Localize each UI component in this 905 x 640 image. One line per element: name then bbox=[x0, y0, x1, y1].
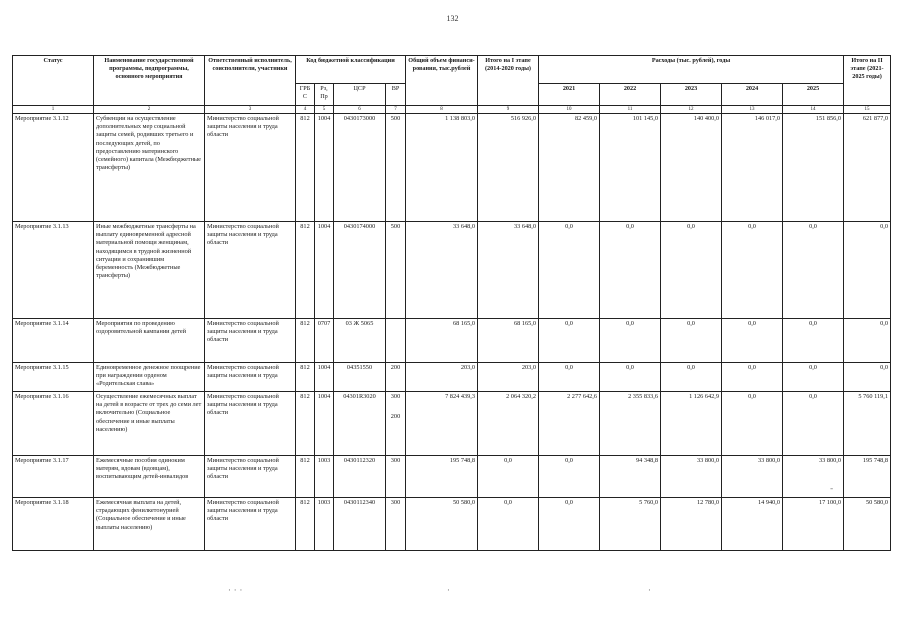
scan-artifact: - bbox=[830, 484, 834, 494]
row-vr bbox=[386, 498, 406, 551]
row-vr-value: 300 bbox=[390, 393, 401, 400]
row-stage1: 68 165,0 bbox=[478, 319, 539, 363]
column-number: 11 bbox=[600, 106, 661, 114]
column-number: 4 bbox=[296, 106, 315, 114]
header-expenses: Расходы (тыс. рублей), годы bbox=[539, 56, 844, 84]
row-rzpr: 1003 bbox=[315, 456, 334, 498]
header-year-2025: 2025 bbox=[783, 84, 844, 106]
row-stage1: 203,0 bbox=[478, 363, 539, 392]
row-2023: 0,0 bbox=[661, 363, 722, 392]
table-row bbox=[13, 456, 891, 498]
row-responsible: Министерство социальной защиты населения и труда области bbox=[205, 498, 296, 551]
column-number: 6 bbox=[334, 106, 386, 114]
table-row bbox=[13, 363, 891, 392]
budget-table bbox=[12, 55, 891, 551]
row-rzpr: 1004 bbox=[315, 222, 334, 319]
header-stage2: Итого на II этапе (2021-2025 годы) bbox=[844, 56, 891, 106]
row-2021: 0,0 bbox=[539, 498, 600, 551]
header-stage1: Итого на I этапе (2014-2020 годы) bbox=[478, 56, 539, 106]
column-number: 14 bbox=[783, 106, 844, 114]
row-vr bbox=[386, 319, 406, 363]
row-grbs: 812 bbox=[296, 363, 315, 392]
row-2021: 82 459,0 bbox=[539, 114, 600, 222]
scan-artifact: · bbox=[648, 586, 651, 596]
row-2023: 33 800,0 bbox=[661, 456, 722, 498]
row-vr-value: 300 bbox=[390, 499, 401, 506]
row-name: Ежемесячные пособия одиноким матерям, вдовам (вдовцам), воспитывающим детей-инвалидов bbox=[94, 456, 205, 498]
row-2022: 94 348,8 bbox=[600, 456, 661, 498]
header-csr: ЦСР bbox=[334, 84, 386, 106]
row-rzpr: 1004 bbox=[315, 392, 334, 456]
header-rzpr: Рз, Пр bbox=[315, 84, 334, 106]
row-2024: 14 940,0 bbox=[722, 498, 783, 551]
header-year-2023: 2023 bbox=[661, 84, 722, 106]
row-2023: 0,0 bbox=[661, 319, 722, 363]
row-responsible: Министерство социальной защиты населения и труда области bbox=[205, 392, 296, 456]
row-vr bbox=[386, 222, 406, 319]
row-rzpr: 1004 bbox=[315, 114, 334, 222]
row-2023: 140 400,0 bbox=[661, 114, 722, 222]
row-2021: 0,0 bbox=[539, 319, 600, 363]
row-2022: 0,0 bbox=[600, 363, 661, 392]
row-total: 203,0 bbox=[406, 363, 478, 392]
row-rzpr: 1003 bbox=[315, 498, 334, 551]
column-number: 8 bbox=[406, 106, 478, 114]
row-rzpr: 1004 bbox=[315, 363, 334, 392]
row-2024: 0,0 bbox=[722, 319, 783, 363]
row-status: Мероприятие 3.1.18 bbox=[13, 498, 94, 551]
row-2024: 0,0 bbox=[722, 222, 783, 319]
row-2023: 0,0 bbox=[661, 222, 722, 319]
row-csr: 0430174000 bbox=[334, 222, 386, 319]
row-name: Ежемесячная выплата на детей, страдающих фенилкетонурией (Социальное обеспечение и иные выплаты населению) bbox=[94, 498, 205, 551]
column-number: 7 bbox=[386, 106, 406, 114]
header-year-2021: 2021 bbox=[539, 84, 600, 106]
row-responsible: Министерство социальной защиты населения и труда области bbox=[205, 456, 296, 498]
row-2023: 12 780,0 bbox=[661, 498, 722, 551]
row-responsible: Министерство социальной защиты населения и труда области bbox=[205, 222, 296, 319]
row-vr-value: 300 bbox=[390, 457, 401, 464]
row-grbs: 812 bbox=[296, 456, 315, 498]
column-number: 1 bbox=[13, 106, 94, 114]
row-stage2: 195 748,8 bbox=[844, 456, 891, 498]
header-year-2024: 2024 bbox=[722, 84, 783, 106]
scan-artifact: · · · bbox=[228, 586, 243, 596]
row-vr bbox=[386, 363, 406, 392]
row-vr-value: 200 bbox=[390, 364, 401, 371]
row-vr-value: 500 bbox=[390, 223, 401, 230]
row-vr bbox=[386, 392, 406, 456]
column-number: 5 bbox=[315, 106, 334, 114]
row-rzpr: 0707 bbox=[315, 319, 334, 363]
row-responsible: Министерство социальной защиты населения и труда bbox=[205, 363, 296, 392]
column-number: 15 bbox=[844, 106, 891, 114]
row-2021: 0,0 bbox=[539, 456, 600, 498]
row-stage1: 0,0 bbox=[478, 456, 539, 498]
row-csr: 04301R3020 bbox=[334, 392, 386, 456]
header-grbs: ГРБ С bbox=[296, 84, 315, 106]
row-2024: 33 800,0 bbox=[722, 456, 783, 498]
row-2022: 0,0 bbox=[600, 222, 661, 319]
column-number: 13 bbox=[722, 106, 783, 114]
scan-artifact: · bbox=[447, 586, 450, 596]
row-2025: 0,0 bbox=[783, 222, 844, 319]
row-stage2: 0,0 bbox=[844, 363, 891, 392]
header-total-volume: Общий объем финанси-рования, тыс.рублей bbox=[406, 56, 478, 106]
row-2023: 1 126 642,9 bbox=[661, 392, 722, 456]
row-status: Мероприятие 3.1.15 bbox=[13, 363, 94, 392]
row-responsible: Министерство социальной защиты населения и труда области bbox=[205, 114, 296, 222]
row-2021: 0,0 bbox=[539, 222, 600, 319]
header-bk-code: Код бюджетной классификации bbox=[296, 56, 406, 84]
table-row bbox=[13, 222, 891, 319]
row-status: Мероприятие 3.1.12 bbox=[13, 114, 94, 222]
row-csr: 0430173000 bbox=[334, 114, 386, 222]
header-vr: ВР bbox=[386, 84, 406, 106]
row-2022: 2 355 833,6 bbox=[600, 392, 661, 456]
table-row bbox=[13, 392, 891, 456]
row-name: Субвенции на осуществление дополнительных мер социальной защиты семей, родивших третьего и последующих детей, по предоставлению материнского (семейного) капитала (Межбюджетные трансферты) bbox=[94, 114, 205, 222]
row-total: 1 138 803,0 bbox=[406, 114, 478, 222]
row-stage1: 2 064 320,2 bbox=[478, 392, 539, 456]
row-2022: 101 145,0 bbox=[600, 114, 661, 222]
header-responsible: Ответственный исполнитель, соисполнители, участники bbox=[205, 56, 296, 106]
row-total: 195 748,8 bbox=[406, 456, 478, 498]
row-stage2: 621 877,0 bbox=[844, 114, 891, 222]
row-2021: 0,0 bbox=[539, 363, 600, 392]
row-status: Мероприятие 3.1.17 bbox=[13, 456, 94, 498]
row-total: 33 648,0 bbox=[406, 222, 478, 319]
row-grbs: 812 bbox=[296, 392, 315, 456]
row-grbs: 812 bbox=[296, 222, 315, 319]
table-row bbox=[13, 498, 891, 551]
row-2022: 0,0 bbox=[600, 319, 661, 363]
header-row bbox=[13, 56, 891, 84]
row-csr: 0430112320 bbox=[334, 456, 386, 498]
header-status: Статус bbox=[13, 56, 94, 106]
row-csr: 04351550 bbox=[334, 363, 386, 392]
row-total: 68 165,0 bbox=[406, 319, 478, 363]
row-stage1: 0,0 bbox=[478, 498, 539, 551]
header-year-2022: 2022 bbox=[600, 84, 661, 106]
row-name: Осуществление ежемесячных выплат на детей в возрасте от трех до семи лет включительно (Социальное обеспечение и иные выплаты населению) bbox=[94, 392, 205, 456]
column-number: 10 bbox=[539, 106, 600, 114]
row-vr-value: 500 bbox=[390, 115, 401, 122]
row-2024: 146 017,0 bbox=[722, 114, 783, 222]
row-2025: 33 800,0 bbox=[783, 456, 844, 498]
column-number: 12 bbox=[661, 106, 722, 114]
table-row bbox=[13, 319, 891, 363]
column-number: 9 bbox=[478, 106, 539, 114]
row-2025: 0,0 bbox=[783, 319, 844, 363]
row-grbs: 812 bbox=[296, 114, 315, 222]
row-status: Мероприятие 3.1.16 bbox=[13, 392, 94, 456]
column-number: 3 bbox=[205, 106, 296, 114]
row-stage2: 0,0 bbox=[844, 222, 891, 319]
row-stage2: 0,0 bbox=[844, 319, 891, 363]
row-csr: 0430112340 bbox=[334, 498, 386, 551]
row-2024: 0,0 bbox=[722, 363, 783, 392]
row-stage2: 5 760 119,1 bbox=[844, 392, 891, 456]
row-2025: 151 856,0 bbox=[783, 114, 844, 222]
row-vr bbox=[386, 456, 406, 498]
row-2022: 5 760,0 bbox=[600, 498, 661, 551]
column-number: 2 bbox=[94, 106, 205, 114]
row-grbs: 812 bbox=[296, 319, 315, 363]
column-number-row bbox=[13, 106, 891, 114]
row-stage1: 516 926,0 bbox=[478, 114, 539, 222]
row-csr: 03 Ж 5065 bbox=[334, 319, 386, 363]
row-grbs: 812 bbox=[296, 498, 315, 551]
row-responsible: Министерство социальной защиты населения и труда области bbox=[205, 319, 296, 363]
row-name: Единовременное денежное поощрение при награждении орденом «Родительская слава» bbox=[94, 363, 205, 392]
row-status: Мероприятие 3.1.13 bbox=[13, 222, 94, 319]
row-total: 50 580,0 bbox=[406, 498, 478, 551]
row-stage2: 50 580,0 bbox=[844, 498, 891, 551]
header-name: Наименование государственной программы, подпрограммы, основного мероприятия bbox=[94, 56, 205, 106]
row-vr bbox=[386, 114, 406, 222]
row-name: Иные межбюджетные трансферты на выплату единовременной адресной материальной помощи женщинам, находящимся в трудной жизненной ситуации и сохранившим беременность (Межбюджетные трансферты) bbox=[94, 222, 205, 319]
table-row bbox=[13, 114, 891, 222]
row-2021: 2 277 642,6 bbox=[539, 392, 600, 456]
row-total: 7 824 439,3 bbox=[406, 392, 478, 456]
row-2025: 17 100,0 bbox=[783, 498, 844, 551]
row-status: Мероприятие 3.1.14 bbox=[13, 319, 94, 363]
row-2024: 0,0 bbox=[722, 392, 783, 456]
row-vr-value: 200 bbox=[390, 413, 401, 421]
row-stage1: 33 648,0 bbox=[478, 222, 539, 319]
row-2025: 0,0 bbox=[783, 363, 844, 392]
row-name: Мероприятия по проведению оздоровительной кампании детей bbox=[94, 319, 205, 363]
row-2025: 0,0 bbox=[783, 392, 844, 456]
page-number: 132 bbox=[446, 14, 459, 23]
